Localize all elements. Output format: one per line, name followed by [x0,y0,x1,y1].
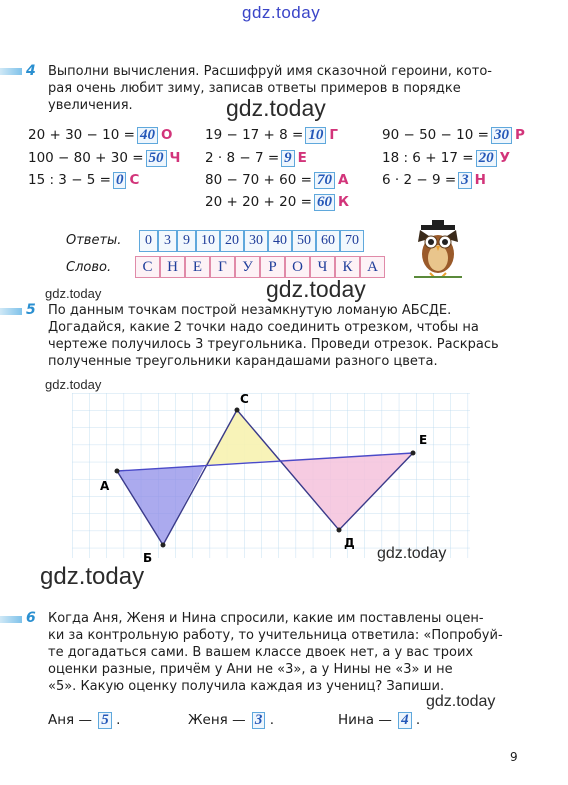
word-letter-cell: С [135,256,160,278]
answer-cell: 30 [244,230,268,252]
watermark: gdz.today [377,545,447,562]
word-label: Слово. [66,260,112,275]
watermark: gdz.today [266,276,366,302]
word-letter-cell: О [285,256,310,278]
point-A [115,469,120,474]
example-row: 15 : 3 − 5 = 0 С [28,172,140,188]
example-row: 2 · 8 − 7 = 9 Е [205,150,307,166]
word-letter-cell: Е [185,256,210,278]
example-row: 80 − 70 + 60 = 70 А [205,172,349,188]
word-letter-cell: У [235,256,260,278]
answers-label: Ответы. [66,233,122,248]
answer-cell: 10 [196,230,220,252]
word-letter-cell: Ч [310,256,335,278]
page-number: 9 [510,750,518,764]
label-C: С [240,392,249,406]
task6-text: Когда Аня, Женя и Нина спросили, какие им поставлены оцен- ки за контрольную работу, то учительница ответила: «Попробуй- те догадаться сами. В вашем классе двоек нет, а у вас троих оценки разные, причём у Ани не «3», а у Нины не «3» и не «5». Какую оценку получила каждая из учениц? Запиши. [48,611,503,694]
answer-cell: 50 [292,230,316,252]
answer-cell: 60 [316,230,340,252]
label-E: Е [419,433,428,447]
task-number: 5 [26,302,36,318]
watermark: gdz.today [45,377,102,392]
answer-anya: Аня — 5 . [48,712,121,728]
label-D: Д [344,536,355,550]
watermark: gdz.today [40,563,145,590]
watermark: gdz.today [226,95,326,121]
word-letter-cell: Р [260,256,285,278]
answer-cell: 70 [340,230,364,252]
task5-text: По данным точкам построй незамкнутую ломаную АБСДЕ. Догадайся, какие 2 точки надо соединить отрезком, чтобы на чертеже получилось 3 треугольника. Проведи отрезок. Раскрась полученные треугольники карандашами разного цвета. [48,303,499,369]
watermark: gdz.today [242,3,321,22]
answer-cell: 40 [268,230,292,252]
watermark: gdz.today [426,693,496,710]
word-letter-cell: Н [160,256,185,278]
example-row: 90 − 50 − 10 = 30 Р [382,127,525,143]
point-E [411,451,416,456]
point-B [161,543,166,548]
example-row: 100 − 80 + 30 = 50 Ч [28,150,181,166]
task-number: 6 [26,610,36,626]
answer-cell: 9 [177,230,196,252]
watermark: gdz.today [45,286,102,301]
point-C [235,408,240,413]
task-marker-bar [0,616,22,623]
example-row: 18 : 6 + 17 = 20 У [382,150,510,166]
label-B: Б [143,551,153,565]
answer-cell: 20 [220,230,244,252]
point-D [337,528,342,533]
answer-zhenya: Женя — 3 . [188,712,274,728]
example-row: 20 + 30 − 10 = 40 О [28,127,173,143]
task-number: 4 [26,63,36,79]
example-row: 6 · 2 − 9 = 3 Н [382,172,486,188]
word-letter-cell: А [360,256,385,278]
label-A: А [100,479,110,493]
example-row: 19 − 17 + 8 = 10 Г [205,127,338,143]
task4-text: Выполни вычисления. Расшифруй имя сказочной героини, кото- рая очень любит зиму, записав ответы примеров в порядке увеличения. [48,64,492,113]
word-letter-cell: Г [210,256,235,278]
answer-cell: 0 [139,230,158,252]
answer-cell: 3 [158,230,177,252]
word-letter-cell: К [335,256,360,278]
example-row: 20 + 20 + 20 = 60 К [205,194,349,210]
answer-nina: Нина — 4 . [338,712,421,728]
